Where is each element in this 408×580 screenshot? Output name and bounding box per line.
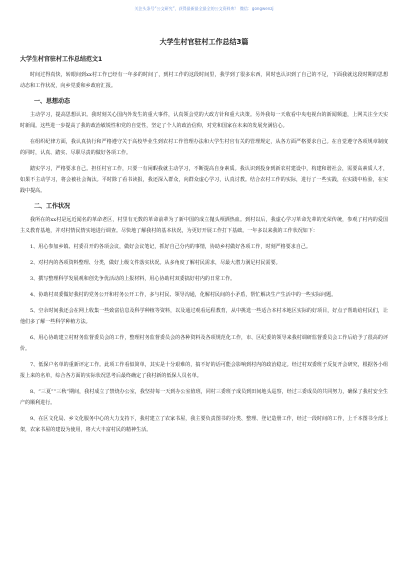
list-item-5: 5、空余时间我还会在网上收集一些致富信息及科学种植等资料，以及通过观看远程教育，从中挑选一些适合本村本地区实际的好项目，好点子帮助给村民们，让他们多了解一些科学种植方法。 (20, 308, 388, 325)
list-item-9: 9、在区文化局、乡文化服务中心的大力支持下，我村建立了农家书屋，我主要负责图书的分类、整理、登记造册工作，经过一段时间的工作，上千本图书全部上架，农家书屋的建设为使用，将大大丰富村民的精神生活。 (20, 416, 388, 433)
list-item-1: 1、用心参加乡镇、村委召开的各项会议，做好会议笔记，抓好自己分内的事情，协助乡村做好各项工作，时刻严格要求自己。 (30, 244, 311, 250)
paragraph-self-requirement: 踏实学习，严格要求自己。担任村官工作，只要一有闲暇我就主动学习，不断提高自身素质。我认识到投身到新农村建设中，构建和谐社会，需要高素质人才，如果不主动学习，将会被社会淘汰。平时除了看书读报，我还深入群众，向群众虚心学习，认真讨教。结合农村工作的实际，进行了一些实践，在实践中检验，在实践中提高。 (20, 166, 388, 194)
paragraph-village-intro: 我所在的xx村是远近闻名的革命老区，村里有无数的革命前辈为了新中国的成立抛头颅洒热血。到村以后，我虚心学习革命先辈的光荣传统，参观了村内的爱国主义教育基地，并对村情民情实地进行调查。尽快地了解我村的基本状况，为更好开展工作打下基础。一年多以来我的工作状况如下： (20, 217, 388, 234)
list-item-3: 3、撰写整理科学发展观和创先争优活动的上报材料，用心协助村双委搞好村内的日常工作。 (30, 276, 236, 282)
article-body (20, 55, 388, 441)
paragraph-discipline: 在组织纪律方面，我认真执行和严格遵守关于高校毕业生到农村工作管理办法和大学生村官有关的管理规定，从各方面严格要求自己。在自觉遵守各项规章制度的同时，认真、踏实、尽职尽责的做好各项工作。 (20, 139, 388, 156)
list-item-8: 8、“三夏”“三秋”期间，我村成立了禁烧办公室，我坚持每一天到办公室值班，同村三委班子成员到田间地头巡察，经过三委成员的共同努力，确保了我村安全生产的顺利进行。 (20, 389, 388, 406)
header-watermark: 关注头条号“公文研究”，获得最新最全最全的公文资料库！ 微信：gongwenzj (134, 6, 274, 11)
intro-paragraph: 时间过得真快，转眼间到xx村工作已经有一年多的时间了，到村工作的这段时间里，我学到了很多东西，同时也认识到了自己的不足，下面我就这段时期的思想动态和工作状况，向乡党委和乡政府汇报。 (20, 72, 388, 89)
section-heading-thoughts: 一、思想动态 (34, 98, 71, 105)
list-item-7: 7、低保户名单的重新评定工作。此项工作看似简单，其实是十分艰难的，搞不好的话可能会影响到村内的政治稳定。经过村双委班子反复开会研究，根据各小组报上来的名单，综合各方面的实际状况思考后最终确定了我村新的低保人员名单。 (20, 362, 388, 379)
document-title: 大学生村官驻村工作总结3篇 (159, 38, 249, 46)
paragraph-study: 主动学习，提高思想认识。我时刻关心国内外发生的重大事件，认真领会党的大政方针和重大决策。另外我每一天收看中央电视台的新闻频道，上网关注全天实时新闻。这些进一步提高了我的政治敏锐性和党的自觉性，坚定了个人的政治信仰，对党和国家在未来的发展充满信心。 (20, 112, 388, 129)
article-subtitle: 大学生村官驻村工作总结范文1 (20, 56, 103, 63)
list-item-4: 4、协助村双委做好我村的党务公开和村务公开工作，多与村民、领导沟通，化解村民间的小矛盾，帮忙解决生产生活中的一些实际问题。 (30, 292, 337, 298)
list-item-2: 2、对村内的各项资料整理、分类，做好上级文件落实状况。从多角度了解村民需求，尽最大潜力满足村民需要。 (30, 260, 281, 266)
list-item-6: 6、用心协助建立村财务监督委员会的工作，整理村务监督委员会的各种资料及各项规范化工作，市、区纪委的领导来我村调研监督委员会工作后给予了很高的评价。 (20, 335, 388, 352)
section-heading-work: 二、工作状况 (34, 203, 71, 210)
